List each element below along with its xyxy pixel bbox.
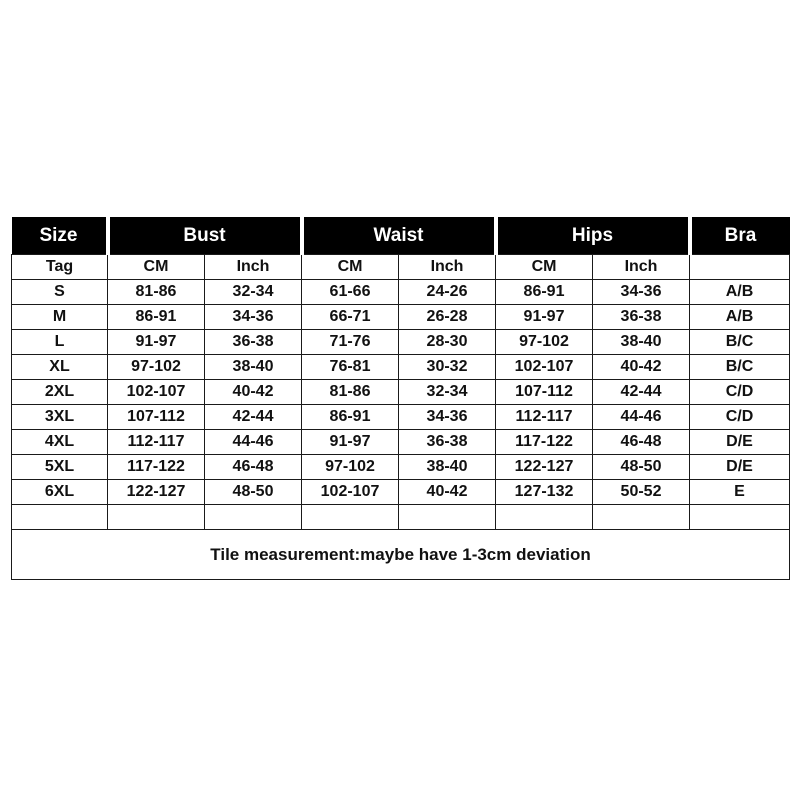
cell-hips-cm: 107-112 [496,380,593,405]
cell-hips-cm: 97-102 [496,330,593,355]
measurement-note: Tile measurement:maybe have 1-3cm deviation [12,530,790,580]
empty-cell [399,505,496,530]
header-bust: Bust [108,217,302,255]
subheader-waist-inch: Inch [399,255,496,280]
cell-waist-cm: 91-97 [302,430,399,455]
empty-cell [12,505,108,530]
cell-bust-cm: 91-97 [108,330,205,355]
header-waist: Waist [302,217,496,255]
empty-cell [690,505,790,530]
cell-bust-cm: 102-107 [108,380,205,405]
cell-waist-inch: 36-38 [399,430,496,455]
cell-waist-inch: 30-32 [399,355,496,380]
cell-hips-cm: 102-107 [496,355,593,380]
subheader-bra [690,255,790,280]
cell-bra: A/B [690,305,790,330]
cell-bust-inch: 44-46 [205,430,302,455]
cell-bust-cm: 107-112 [108,405,205,430]
subheader-hips-cm: CM [496,255,593,280]
cell-bust-cm: 122-127 [108,480,205,505]
cell-bust-inch: 46-48 [205,455,302,480]
cell-bust-cm: 81-86 [108,280,205,305]
cell-size: 3XL [12,405,108,430]
cell-hips-cm: 127-132 [496,480,593,505]
cell-hips-inch: 34-36 [593,280,690,305]
subheader-hips-inch: Inch [593,255,690,280]
subheader-bust-cm: CM [108,255,205,280]
cell-waist-cm: 81-86 [302,380,399,405]
cell-waist-inch: 40-42 [399,480,496,505]
table-row [12,455,790,480]
empty-cell [593,505,690,530]
cell-size: 4XL [12,430,108,455]
cell-bra: B/C [690,355,790,380]
cell-waist-inch: 28-30 [399,330,496,355]
note-row [12,530,790,580]
subheader-waist-cm: CM [302,255,399,280]
cell-bra: D/E [690,430,790,455]
cell-bust-inch: 38-40 [205,355,302,380]
cell-waist-inch: 26-28 [399,305,496,330]
cell-size: XL [12,355,108,380]
table-row [12,330,790,355]
cell-hips-cm: 86-91 [496,280,593,305]
size-chart [11,217,789,580]
subheader-bust-inch: Inch [205,255,302,280]
empty-row [12,505,790,530]
subheader-row [12,255,790,280]
cell-bust-inch: 42-44 [205,405,302,430]
cell-bust-inch: 32-34 [205,280,302,305]
cell-size: 5XL [12,455,108,480]
cell-size: M [12,305,108,330]
cell-hips-cm: 112-117 [496,405,593,430]
cell-waist-inch: 32-34 [399,380,496,405]
cell-hips-inch: 40-42 [593,355,690,380]
table-row [12,305,790,330]
cell-hips-inch: 42-44 [593,380,690,405]
cell-bust-inch: 48-50 [205,480,302,505]
cell-hips-inch: 44-46 [593,405,690,430]
subheader-tag: Tag [12,255,108,280]
cell-bust-inch: 40-42 [205,380,302,405]
cell-size: S [12,280,108,305]
cell-bust-inch: 34-36 [205,305,302,330]
header-bra: Bra [690,217,790,255]
cell-bust-cm: 97-102 [108,355,205,380]
cell-waist-inch: 24-26 [399,280,496,305]
cell-waist-cm: 71-76 [302,330,399,355]
table-row [12,430,790,455]
header-row [12,217,790,255]
cell-hips-inch: 48-50 [593,455,690,480]
cell-bra: C/D [690,405,790,430]
cell-hips-cm: 117-122 [496,430,593,455]
table-row [12,380,790,405]
cell-size: 2XL [12,380,108,405]
cell-bra: D/E [690,455,790,480]
cell-waist-inch: 38-40 [399,455,496,480]
table-row [12,355,790,380]
cell-hips-inch: 36-38 [593,305,690,330]
cell-bust-cm: 117-122 [108,455,205,480]
cell-hips-cm: 122-127 [496,455,593,480]
cell-waist-cm: 61-66 [302,280,399,305]
table-row [12,405,790,430]
empty-cell [496,505,593,530]
cell-hips-inch: 46-48 [593,430,690,455]
empty-cell [108,505,205,530]
cell-waist-cm: 66-71 [302,305,399,330]
cell-waist-inch: 34-36 [399,405,496,430]
cell-hips-inch: 50-52 [593,480,690,505]
cell-hips-cm: 91-97 [496,305,593,330]
cell-hips-inch: 38-40 [593,330,690,355]
empty-cell [205,505,302,530]
cell-bust-cm: 112-117 [108,430,205,455]
cell-waist-cm: 102-107 [302,480,399,505]
cell-size: L [12,330,108,355]
header-hips: Hips [496,217,690,255]
cell-bust-cm: 86-91 [108,305,205,330]
cell-bra: A/B [690,280,790,305]
table-row [12,480,790,505]
size-table [11,217,790,580]
cell-bust-inch: 36-38 [205,330,302,355]
cell-size: 6XL [12,480,108,505]
table-row [12,280,790,305]
cell-bra: E [690,480,790,505]
cell-bra: B/C [690,330,790,355]
cell-waist-cm: 86-91 [302,405,399,430]
empty-cell [302,505,399,530]
cell-waist-cm: 76-81 [302,355,399,380]
cell-waist-cm: 97-102 [302,455,399,480]
header-size: Size [12,217,108,255]
cell-bra: C/D [690,380,790,405]
